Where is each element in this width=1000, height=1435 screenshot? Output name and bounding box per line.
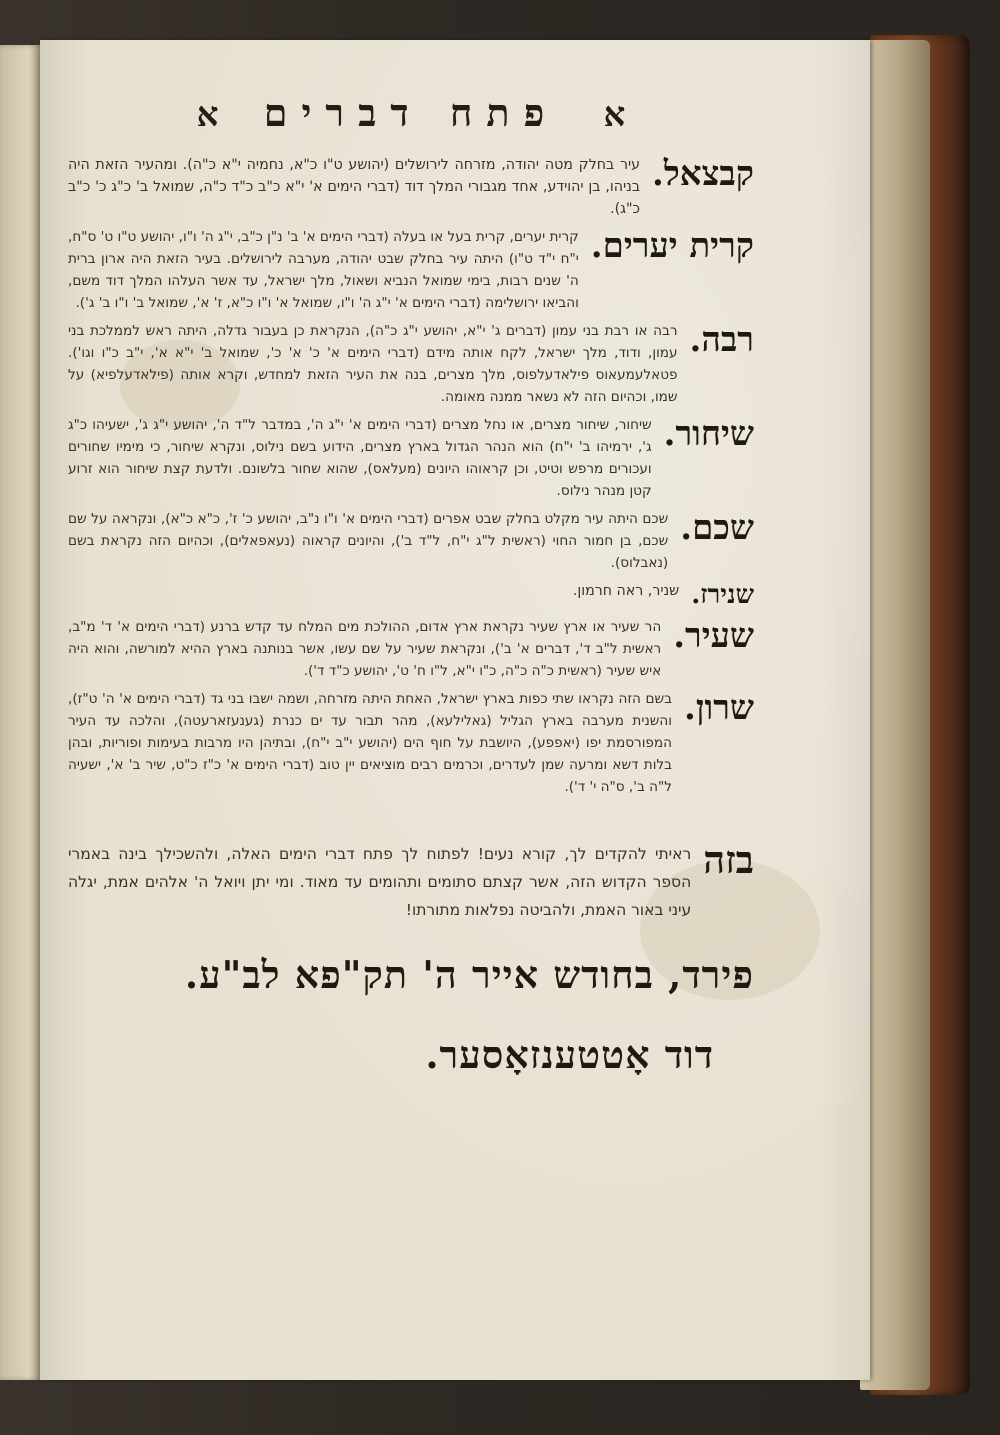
entry-term: שיחור. (663, 414, 754, 454)
signature-author: דוד אָטטענזאָסער. (425, 1032, 714, 1077)
entry-text: שיחור, שיחור מצרים, או נחל מצרים (דברי הימים א' י"ג ה', במדבר ל"ד ה', יהושע י"ג ג', ישעיהו כ"ג ג', ירמיהו ב' י"ח) הוא הנהר הגדול בארץ מצרים, הידוע בשם נילוס, ונקרא שיחור, כי מימיו שחורים ועכורים מרפש וטיט, וכן קראוהו היונים (מעלאס), שהוא שחור בלשונם. ולדעת קצת שיחור הוא זרוע קטן מנהר נילוס. (68, 417, 652, 499)
closing-text: ראיתי להקדים לך, קורא נעים! לפתוח לך פתח דברי הימים האלה, ולהשכילך בינה באמרי הספר הקדוש הזה, אשר קצתם סתומים ותהומים עד מאוד. ומי יתן ויואל ה' אלהים אמת, יגלה עיני באור האמת, ולהביטה נפלאות מתורתו! (68, 845, 692, 919)
entry-kiryat-yearim (68, 226, 754, 314)
entry-sharon (68, 688, 754, 798)
page-header (68, 90, 754, 136)
entry-term: שנירז. (691, 580, 754, 610)
page-title: פתח דברים (263, 90, 559, 135)
closing-term: בזה (703, 837, 754, 882)
entry-term: שעיר. (673, 616, 754, 656)
entry-shichor (68, 414, 754, 502)
header-ornament-left: א (196, 95, 219, 135)
entry-rabbah (68, 320, 754, 408)
signature-date: פירד, בחודש אייר ה' תק"פא לב"ע. (184, 952, 754, 997)
closing-paragraph (68, 837, 754, 924)
entry-seir (68, 616, 754, 682)
entry-text: שניר, ראה חרמון. (572, 583, 680, 599)
entry-text: שכם היתה עיר מקלט בחלק שבט אפרים (דברי הימים א' ו"ו נ"ב, יהושע כ' ז', כ"א כ"א), ונקראה על שם שכם, בן חמור החוי (ראשית ל"ג י"ח, ל"ד ב'), והיונים קראוה (נעאפאלים), וכהיום הזה נקראת בשם (נאבלוס). (68, 511, 669, 571)
entry-text: קרית יערים, קרית בעל או בעלה (דברי הימים א' ב' נ"ן כ"ב, י"ג ה' ו"ו, יהושע ט"ו ט' ס"ח, י"ח י"ד ט"ו) היתה עיר בחלק שבט יהודה, מערבה לירושלים. בעיר הזאת היה ארון ברית ה' שנים רבות, בימי שמואל הנביא ושאול, מלך ישראל, עד אשר העלהו המלך דוד משם, והביאו ירושלימה (דברי הימים א' י"ג ה' ו"ו, שמואל א' ו"ו כ"א, ז' א', שמואל ב' ו"ו ב' ג'). (68, 229, 579, 311)
entry-snir (68, 580, 754, 610)
entry-term: שכם. (680, 508, 754, 548)
header-ornament-right: א (603, 95, 626, 135)
book-page (40, 40, 870, 1380)
entry-kavtzeel (68, 154, 754, 220)
entry-term: קבצאל. (652, 154, 754, 194)
entry-term: קרית יערים. (590, 226, 754, 266)
page-content (68, 90, 754, 1084)
page-edges (860, 40, 930, 1390)
entry-text: הר שעיר או ארץ שעיר נקראת ארץ אדום, ההולכת מים המלח עד קדש ברנע (דברי הימים א' ד' מ"ב, ראשית ל"ב ד', דברים א' ב'), ונקראת שעיר על שם עשו, אשר בנותנה בארץ ההיא למורשה, והוא היה איש שעיר (ראשית כ"ה כ"ה, כ"ו י"א, ל"ו ח' ט', יהושע כ"ד ד'). (68, 619, 662, 679)
entry-term: שרון. (684, 688, 754, 728)
entry-term: רבה. (689, 320, 754, 360)
entry-text: רבה או רבת בני עמון (דברים ג' י"א, יהושע י"ג כ"ה), הנקראת כן בעבור גדלה, היתה ראש לממלכת בני עמון, ודוד, מלך ישראל, לקח אותה מידם (דברי הימים א' כ' א' כ', שמואל ב' י"א א', י"ב כ"ו וגו'). פטאלעמעאוס פילאדעלפוס, מלך מצרים, בנה את העיר הזאת למחדש, וקרא אותה (פילאדעלפיא) על שמו, וכהיום הזה לא נשאר ממנה מאומה. (68, 323, 678, 405)
entry-text: עיר בחלק מטה יהודה, מזרחה לירושלים (יהושע ט"ו כ"א, נחמיה י"א כ"ה). ומהעיר הזאת היה בניהו, בן יהוידע, אחד מגבורי המלך דוד (דברי הימים א' י"א כ"ב כ"ד כ"ה, שמואל ב' כ"ג כ' כ"ב כ"ג). (68, 157, 641, 217)
entry-shechem (68, 508, 754, 574)
left-page-edge (0, 45, 40, 1380)
entry-text: בשם הזה נקראו שתי כפות בארץ ישראל, האחת היתה מזרחה, ושמה ישבו בני גד (דברי הימים א' ה' ט"ז), והשנית מערבה בארץ הגליל (גאלילעא), מהר תבור עד ים כנרת (גענעזארעטה), והלכה עד העיר המפורסמת יפו (יאפפע), היושבת על חוף הים (יהושע י"ב י"ח), ובתיהן היו מרבות בעימות ופוריות, ובהן בלות דשא ומרעה שמן לעדרים, וכרמים רבים מוציאים יין טוב (דברי הימים א' כ"ז כ"ט, שיר ב' א', ישעיה ל"ה ב', ס"ה י' ד'). (68, 691, 673, 795)
